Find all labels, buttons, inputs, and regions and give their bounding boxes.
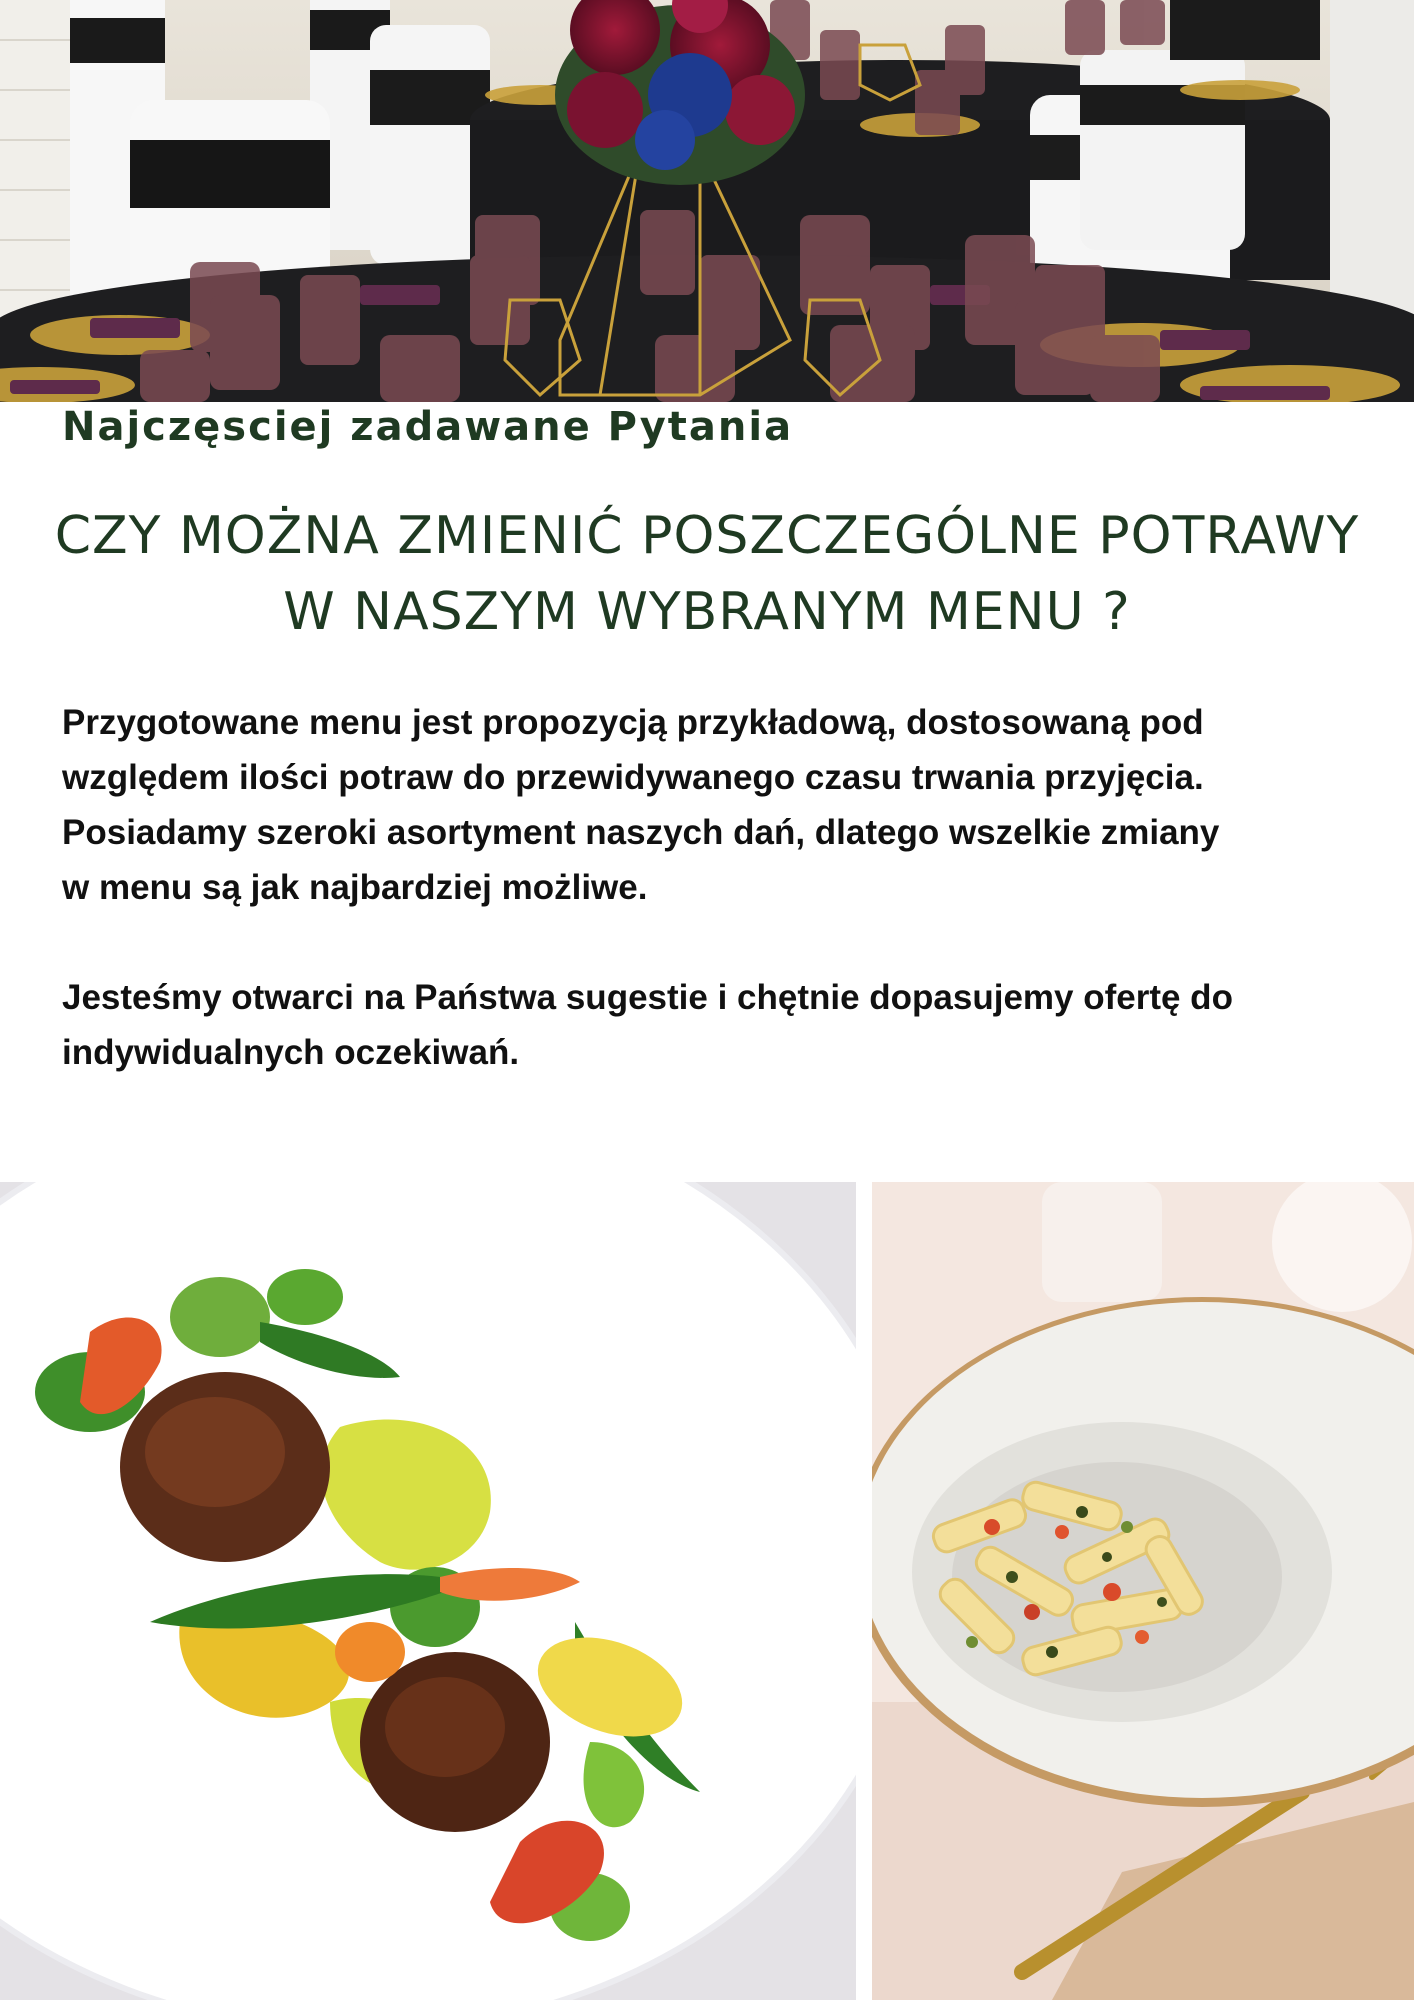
faq-kicker-heading: Najczęsciej zadawane Pytania: [62, 404, 794, 450]
answer-line: Posiadamy szeroki asortyment naszych dań, dlatego wszelkie zmiany: [62, 813, 1220, 852]
answer-paragraph-2: [62, 970, 1392, 1080]
faq-answer: [62, 695, 1392, 1080]
meat-dish-photo: [0, 1182, 856, 2000]
hero-banquet-photo: [0, 0, 1414, 402]
question-line-2: W NASZYM WYBRANYM MENU ?: [283, 582, 1131, 642]
answer-line: Przygotowane menu jest propozycją przykładową, dostosowaną pod: [62, 703, 1204, 742]
answer-line: Jesteśmy otwarci na Państwa sugestie i chętnie dopasujemy ofertę do: [62, 978, 1233, 1017]
answer-paragraph-1: [62, 695, 1392, 915]
faq-question-title: [0, 498, 1414, 650]
pasta-bowl-photo: [872, 1182, 1414, 2000]
question-line-1: CZY MOŻNA ZMIENIĆ POSZCZEGÓLNE POTRAWY: [54, 506, 1360, 566]
answer-line: względem ilości potraw do przewidywanego czasu trwania przyjęcia.: [62, 758, 1204, 797]
answer-line: indywidualnych oczekiwań.: [62, 1033, 520, 1072]
answer-line: w menu są jak najbardziej możliwe.: [62, 868, 648, 907]
